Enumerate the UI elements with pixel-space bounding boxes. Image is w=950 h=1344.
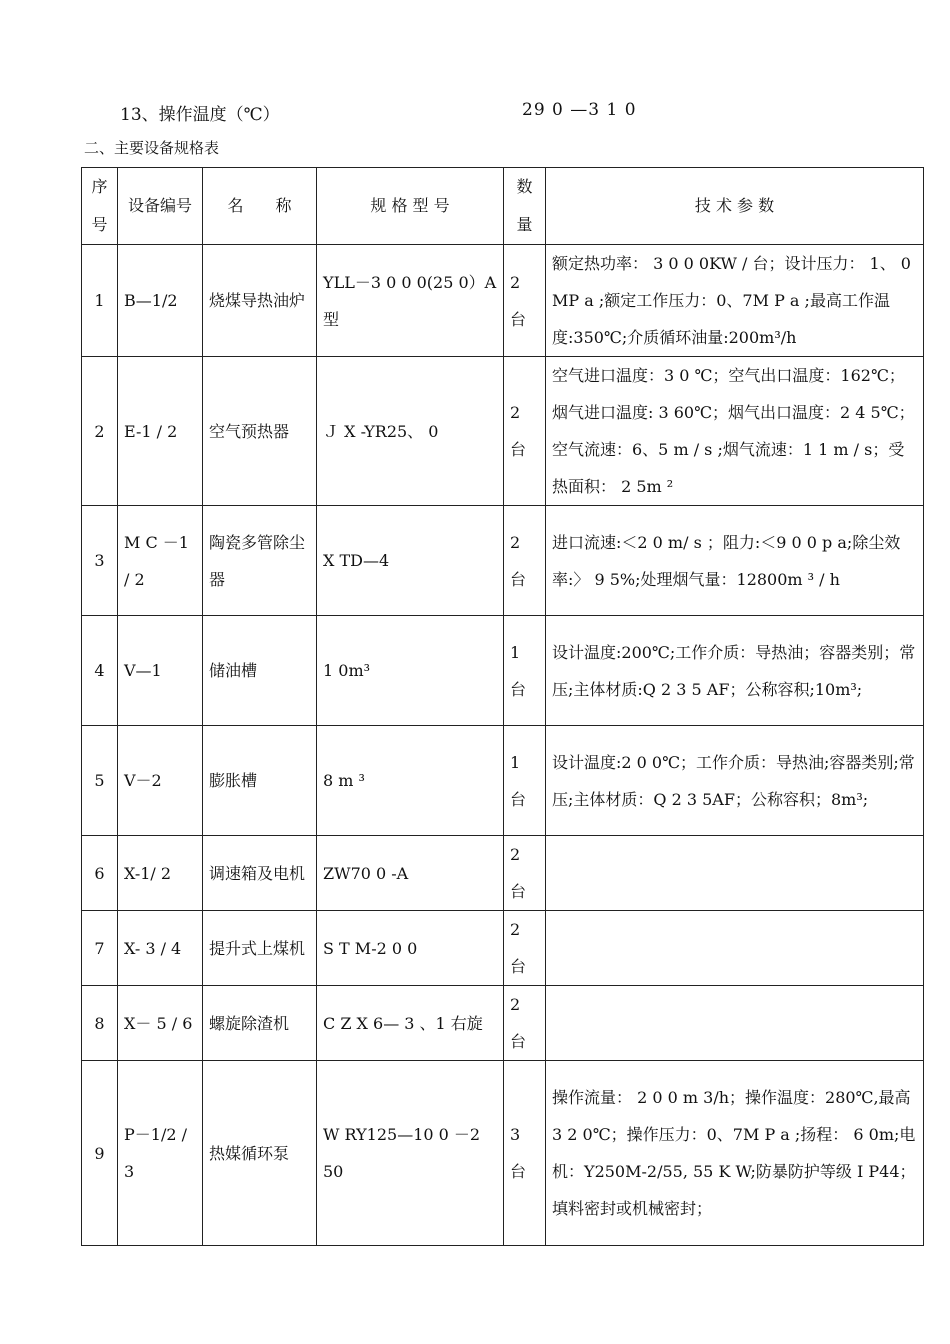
row-spec: Ｊ X -YR25、 0: [317, 357, 504, 506]
row-no: 1: [82, 245, 118, 357]
row-spec: ZW70 0 -A: [317, 836, 504, 911]
row-spec: C Z X 6— 3 、1 右旋: [317, 986, 504, 1061]
row-code: X- 3 / 4: [118, 911, 203, 986]
row-code: V—1: [118, 616, 203, 726]
row-name: 提升式上煤机: [203, 911, 317, 986]
row-spec: 1 0m³: [317, 616, 504, 726]
row-qty: 2 台: [504, 911, 546, 986]
row-no: 3: [82, 506, 118, 616]
row-qty: 2 台: [504, 836, 546, 911]
row-no: 6: [82, 836, 118, 911]
header-param: 技 术 参 数: [546, 168, 924, 245]
row-spec: X TD—4: [317, 506, 504, 616]
row-qty: 2 台: [504, 357, 546, 506]
table-row: [82, 836, 924, 911]
header-no: 序号: [82, 168, 118, 245]
row-name: 空气预热器: [203, 357, 317, 506]
row-qty: 2 台: [504, 986, 546, 1061]
row-qty: 2 台: [504, 245, 546, 357]
table-header-row: [82, 168, 924, 245]
row-qty: 1 台: [504, 726, 546, 836]
row-no: 7: [82, 911, 118, 986]
row-no: 9: [82, 1061, 118, 1246]
row-code: X－ 5 / 6: [118, 986, 203, 1061]
section-title: 二、主要设备规格表: [84, 139, 220, 157]
item-13-value: 29 0 —3 1 0: [522, 100, 637, 120]
row-code: M C －1 / 2: [118, 506, 203, 616]
table-row: [82, 911, 924, 986]
table-row: [82, 506, 924, 616]
table-row: [82, 357, 924, 506]
table-row: [82, 245, 924, 357]
row-code: B—1/2: [118, 245, 203, 357]
row-name: 陶瓷多管除尘器: [203, 506, 317, 616]
row-name: 热媒循环泵: [203, 1061, 317, 1246]
row-param: 进口流速:＜2 0 m/ s ；阻力:＜9 0 0 p a;除尘效率:〉 9 5%;处理烟气量：12800m ³ / h: [546, 506, 924, 616]
row-param: 空气进口温度：3 0 ℃；空气出口温度：162℃；烟气进口温度: 3 60℃；烟气出口温度：2 4 5℃；空气流速：6、5 m / s ;烟气流速：1 1 m / s；受热面积： 2 5m ²: [546, 357, 924, 506]
row-code: V－2: [118, 726, 203, 836]
table-row: [82, 986, 924, 1061]
row-param: [546, 836, 924, 911]
row-param: 操作流量： 2 0 0 m 3/h；操作温度：280℃,最高3 2 0℃；操作压力：0、7M P a ;扬程： 6 0m;电机：Y250M-2/55, 55 K W;防暴防护等级 I P44；填料密封或机械密封；: [546, 1061, 924, 1246]
equipment-spec-table: [81, 167, 924, 1246]
row-spec: 8 m ³: [317, 726, 504, 836]
row-spec: S T M-2 0 0: [317, 911, 504, 986]
row-param: 设计温度:2 0 0℃；工作介质：导热油;容器类别;常压;主体材质：Q 2 3 5AF；公称容积；8m³;: [546, 726, 924, 836]
row-qty: 2 台: [504, 506, 546, 616]
row-param: [546, 986, 924, 1061]
row-name: 膨胀槽: [203, 726, 317, 836]
row-name: 储油槽: [203, 616, 317, 726]
row-qty: 3 台: [504, 1061, 546, 1246]
row-spec: YLL－3 0 0 0(25 0）A 型: [317, 245, 504, 357]
table-row: [82, 1061, 924, 1246]
item-13-label: 13、操作温度（℃）: [120, 105, 280, 125]
row-no: 2: [82, 357, 118, 506]
header-spec: 规 格 型 号: [317, 168, 504, 245]
row-code: P－1/2 / 3: [118, 1061, 203, 1246]
table-row: [82, 616, 924, 726]
header-code: 设备编号: [118, 168, 203, 245]
row-code: X-1/ 2: [118, 836, 203, 911]
table-row: [82, 726, 924, 836]
row-no: 5: [82, 726, 118, 836]
row-name: 调速箱及电机: [203, 836, 317, 911]
row-name: 螺旋除渣机: [203, 986, 317, 1061]
row-param: [546, 911, 924, 986]
row-qty: 1 台: [504, 616, 546, 726]
header-qty: 数量: [504, 168, 546, 245]
header-name: 名 称: [203, 168, 317, 245]
row-param: 额定热功率： 3 0 0 0KW / 台；设计压力： 1、 0 MP a ;额定工作压力：0、7M P a ;最高工作温度:350℃;介质循环油量:200m³/h: [546, 245, 924, 357]
row-no: 8: [82, 986, 118, 1061]
row-code: E-1 / 2: [118, 357, 203, 506]
row-param: 设计温度:200℃;工作介质：导热油；容器类别；常压;主体材质:Q 2 3 5 AF；公称容积;10m³;: [546, 616, 924, 726]
row-name: 烧煤导热油炉: [203, 245, 317, 357]
row-no: 4: [82, 616, 118, 726]
row-spec: W RY125—10 0 －2 50: [317, 1061, 504, 1246]
